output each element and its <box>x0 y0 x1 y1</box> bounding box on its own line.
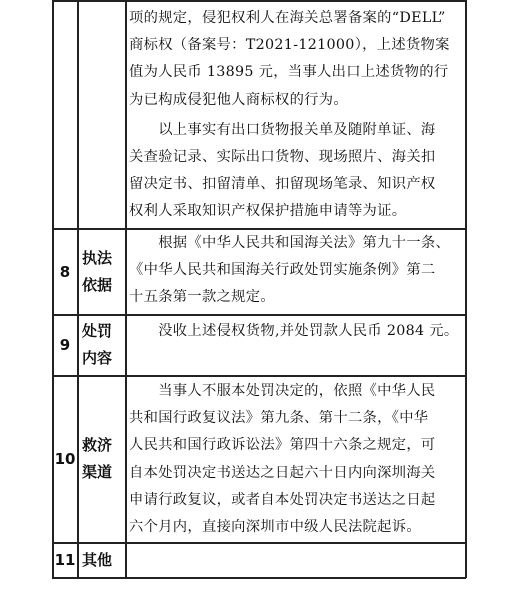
label-line: 内容 <box>82 349 113 367</box>
label-line: 依据 <box>82 275 113 294</box>
text-line: 以上事实有出口货物报关单及随附单证、海 <box>129 121 436 138</box>
text-line: 项的规定，侵犯权利人在海关总署备案的“DELL” <box>129 10 446 26</box>
row-label-remedy-channels <box>78 376 125 542</box>
text-line: 人民共和国行政诉讼法》第四十六条之规定，可 <box>129 437 436 454</box>
row-number-text: 9 <box>59 336 71 354</box>
column-divider <box>465 0 467 578</box>
label-line: 渠道 <box>82 463 113 481</box>
row-number <box>53 376 77 542</box>
row-divider <box>52 0 466 2</box>
paragraph <box>129 5 465 114</box>
text-line: 十五条第一款之规定。 <box>129 289 275 306</box>
text-line: 为已构成侵犯他人商标权的行为。 <box>129 91 348 108</box>
paragraph <box>129 117 465 226</box>
row-label-penalty-content <box>78 315 125 375</box>
text-line: 留决定书、扣留清单、扣留现场笔录、知识产权 <box>129 176 436 193</box>
penalty-content <box>129 318 465 345</box>
text-line: 自本处罚决定书送达之日起六十日内向深圳海关 <box>129 464 436 481</box>
label-line: 其他 <box>82 550 113 569</box>
label-line: 处罚 <box>82 322 113 340</box>
text-line: 六个月内，直接向深圳市中级人民法院起诉。 <box>129 519 421 536</box>
row-number-text: 10 <box>54 450 76 468</box>
paragraph <box>129 230 465 312</box>
paragraph <box>129 318 465 345</box>
label-line: 执法 <box>82 248 113 267</box>
row-divider <box>52 577 466 579</box>
row-number-text: 8 <box>59 262 71 281</box>
text-line: 值为人民币 13895 元，当事人出口上述货物的行 <box>129 64 449 81</box>
text-line: 《中华人民共和国海关行政处罚实施条例》第二 <box>129 262 436 279</box>
remedy-channels-content <box>129 378 465 541</box>
row-number <box>53 543 77 577</box>
text-line: 商标权（备案号：T2021-121000），上述货物案 <box>129 37 450 54</box>
column-divider <box>125 0 127 578</box>
text-line: 当事人不服本处罚决定的，依照《中华人民 <box>129 383 436 399</box>
enforcement-basis-content <box>129 230 465 312</box>
row-label-enforcement-basis <box>78 229 125 314</box>
row-number-text: 11 <box>54 551 76 569</box>
facts-content <box>129 5 465 226</box>
row-number <box>53 229 77 314</box>
label-line: 救济 <box>82 436 113 454</box>
text-line: 根据《中华人民共和国海关法》第九十一条、 <box>129 235 451 251</box>
text-line: 共和国行政复议法》第九条、第十二条，《中华 <box>129 410 429 427</box>
text-line: 权利人采取知识产权保护措施申请等为证。 <box>129 203 407 220</box>
text-line: 没收上述侵权货物,并处罚款人民币 2084 元。 <box>129 323 459 339</box>
paragraph <box>129 378 465 541</box>
other-content <box>129 543 465 577</box>
row-label-other <box>78 543 125 577</box>
text-line: 关查验记录、实际出口货物、现场照片、海关扣 <box>129 149 436 166</box>
row-number <box>53 315 77 375</box>
text-line: 申请行政复议，或者自本处罚决定书送达之日起 <box>129 491 436 508</box>
